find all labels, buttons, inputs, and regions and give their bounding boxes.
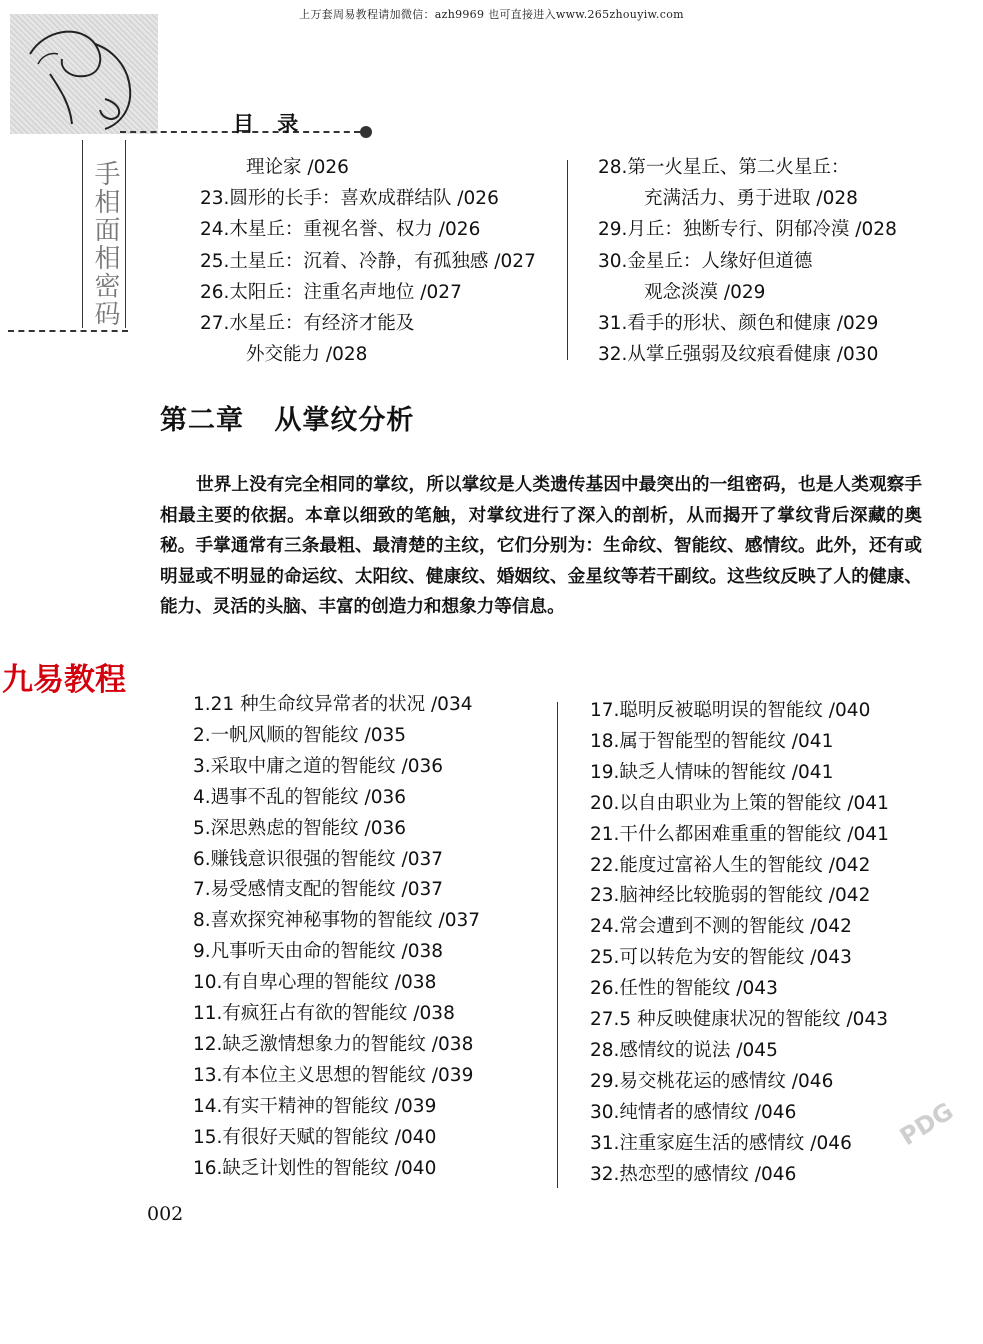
toc-item[interactable]: 15.有很好天赋的智能纹 /040	[193, 1126, 437, 1148]
chapter-toc-left	[193, 690, 480, 1185]
toc-item[interactable]: 30.金星丘：人缘好但道德	[598, 250, 813, 272]
toc-item[interactable]: 16.缺乏计划性的智能纹 /040	[193, 1157, 437, 1179]
toc-item[interactable]: 28.第一火星丘、第二火星丘：	[598, 157, 850, 178]
toc-item[interactable]: 25.可以转危为安的智能纹 /043	[590, 947, 852, 969]
toc-item[interactable]: 11.有疯狂占有欲的智能纹 /038	[193, 1003, 455, 1025]
toc-item[interactable]: 5.深思熟虑的智能纹 /036	[193, 817, 407, 839]
toc-item[interactable]: 32.热恋型的感情纹 /046	[590, 1163, 797, 1185]
toc-item[interactable]: 14.有实干精神的智能纹 /039	[193, 1095, 437, 1117]
toc-item[interactable]: 4.遇事不乱的智能纹 /036	[193, 786, 407, 808]
toc-item[interactable]: 25.土星丘：沉着、冷静，有孤独感 /027	[200, 250, 536, 272]
toc-item[interactable]: 理论家 /026	[246, 157, 349, 178]
toc-item[interactable]: 1.21 种生命纹异常者的状况 /034	[193, 694, 473, 715]
toc-list-right	[598, 152, 897, 370]
toc-item[interactable]: 26.任性的智能纹 /043	[590, 978, 778, 1000]
column-divider	[557, 702, 558, 1188]
dashed-divider-bottom	[8, 330, 128, 332]
chapter-toc-right	[590, 696, 889, 1191]
toc-item[interactable]: 31.看手的形状、颜色和健康 /029	[598, 313, 879, 335]
toc-item[interactable]: 26.太阳丘：注重名声地位 /027	[200, 281, 462, 303]
toc-item[interactable]: 32.从掌丘强弱及纹痕看健康 /030	[598, 344, 879, 366]
toc-item[interactable]: 23.圆形的长手：喜欢成群结队 /026	[200, 188, 499, 210]
toc-item[interactable]: 外交能力 /028	[246, 344, 368, 366]
toc-item[interactable]: 24.木星丘：重视名誉、权力 /026	[200, 219, 481, 241]
toc-item[interactable]: 2.一帆风顺的智能纹 /035	[193, 724, 407, 746]
toc-item[interactable]: 27.5 种反映健康状况的智能纹 /043	[590, 1009, 888, 1031]
toc-item[interactable]: 17.聪明反被聪明误的智能纹 /040	[590, 700, 871, 721]
toc-item[interactable]: 9.凡事听天由命的智能纹 /038	[193, 941, 444, 963]
toc-item[interactable]: 6.赚钱意识很强的智能纹 /037	[193, 848, 444, 870]
toc-item[interactable]: 24.常会遭到不测的智能纹 /042	[590, 916, 852, 938]
toc-item[interactable]: 13.有本位主义思想的智能纹 /039	[193, 1064, 474, 1086]
toc-item[interactable]: 21.干什么都困难重重的智能纹 /041	[590, 823, 889, 845]
toc-item[interactable]: 10.有自卑心理的智能纹 /038	[193, 972, 437, 994]
toc-item[interactable]: 31.注重家庭生活的感情纹 /046	[590, 1132, 852, 1154]
toc-item[interactable]: 22.能度过富裕人生的智能纹 /042	[590, 854, 871, 876]
toc-item[interactable]: 23.脑神经比较脆弱的智能纹 /042	[590, 885, 871, 907]
toc-item[interactable]: 29.月丘：独断专行、阴郁冷漠 /028	[598, 219, 897, 241]
toc-item[interactable]: 18.属于智能型的智能纹 /041	[590, 730, 834, 752]
page-number: 002	[147, 1203, 184, 1225]
toc-heading: 目 录	[233, 112, 307, 136]
book-title-vertical: 手相面相密码	[90, 160, 120, 328]
toc-item[interactable]: 30.纯情者的感情纹 /046	[590, 1101, 797, 1123]
divider-dot	[360, 126, 372, 138]
chapter-title: 第二章 从掌纹分析	[160, 405, 415, 436]
watermark-text: 上万套周易教程请加微信：azh9969 也可直接进入www.265zhouyiw.com	[299, 8, 684, 21]
toc-item[interactable]: 观念淡漠 /029	[644, 281, 766, 303]
column-divider	[567, 160, 568, 360]
toc-item[interactable]: 充满活力、勇于进取 /028	[644, 188, 858, 210]
toc-list-left	[200, 152, 536, 370]
toc-item[interactable]: 3.采取中庸之道的智能纹 /036	[193, 755, 444, 777]
toc-item[interactable]: 7.易受感情支配的智能纹 /037	[193, 879, 444, 901]
scan-watermark: PDG	[894, 1096, 959, 1152]
toc-item[interactable]: 8.喜欢探究神秘事物的智能纹 /037	[193, 910, 481, 932]
toc-item[interactable]: 12.缺乏激情想象力的智能纹 /038	[193, 1033, 474, 1055]
hand-illustration	[10, 14, 158, 134]
toc-item[interactable]: 29.易交桃花运的感情纹 /046	[590, 1070, 834, 1092]
toc-item[interactable]: 19.缺乏人情味的智能纹 /041	[590, 761, 834, 783]
brand-label: 九易教程	[2, 662, 126, 698]
toc-item[interactable]: 27.水星丘：有经济才能及	[200, 313, 415, 335]
toc-item[interactable]: 20.以自由职业为上策的智能纹 /041	[590, 792, 889, 814]
toc-item[interactable]: 28.感情纹的说法 /045	[590, 1039, 778, 1061]
chapter-intro: 世界上没有完全相同的掌纹，所以掌纹是人类遗传基因中最突出的一组密码，也是人类观察手相最主要的依据。本章以细致的笔触，对掌纹进行了深入的剖析，从而揭开了掌纹背后深藏的奥秘。手掌通常有三条最粗、最清楚的主纹，它们分别为：生命纹、智能纹、感情纹。此外，还有或明显或不明显的命运纹、太阳纹、健康纹、婚姻纹、金星纹等若干副纹。这些纹反映了人的健康、能力、灵活的头脑、丰富的创造力和想象力等信息。	[160, 474, 922, 618]
hand-sketch-icon	[10, 14, 158, 134]
